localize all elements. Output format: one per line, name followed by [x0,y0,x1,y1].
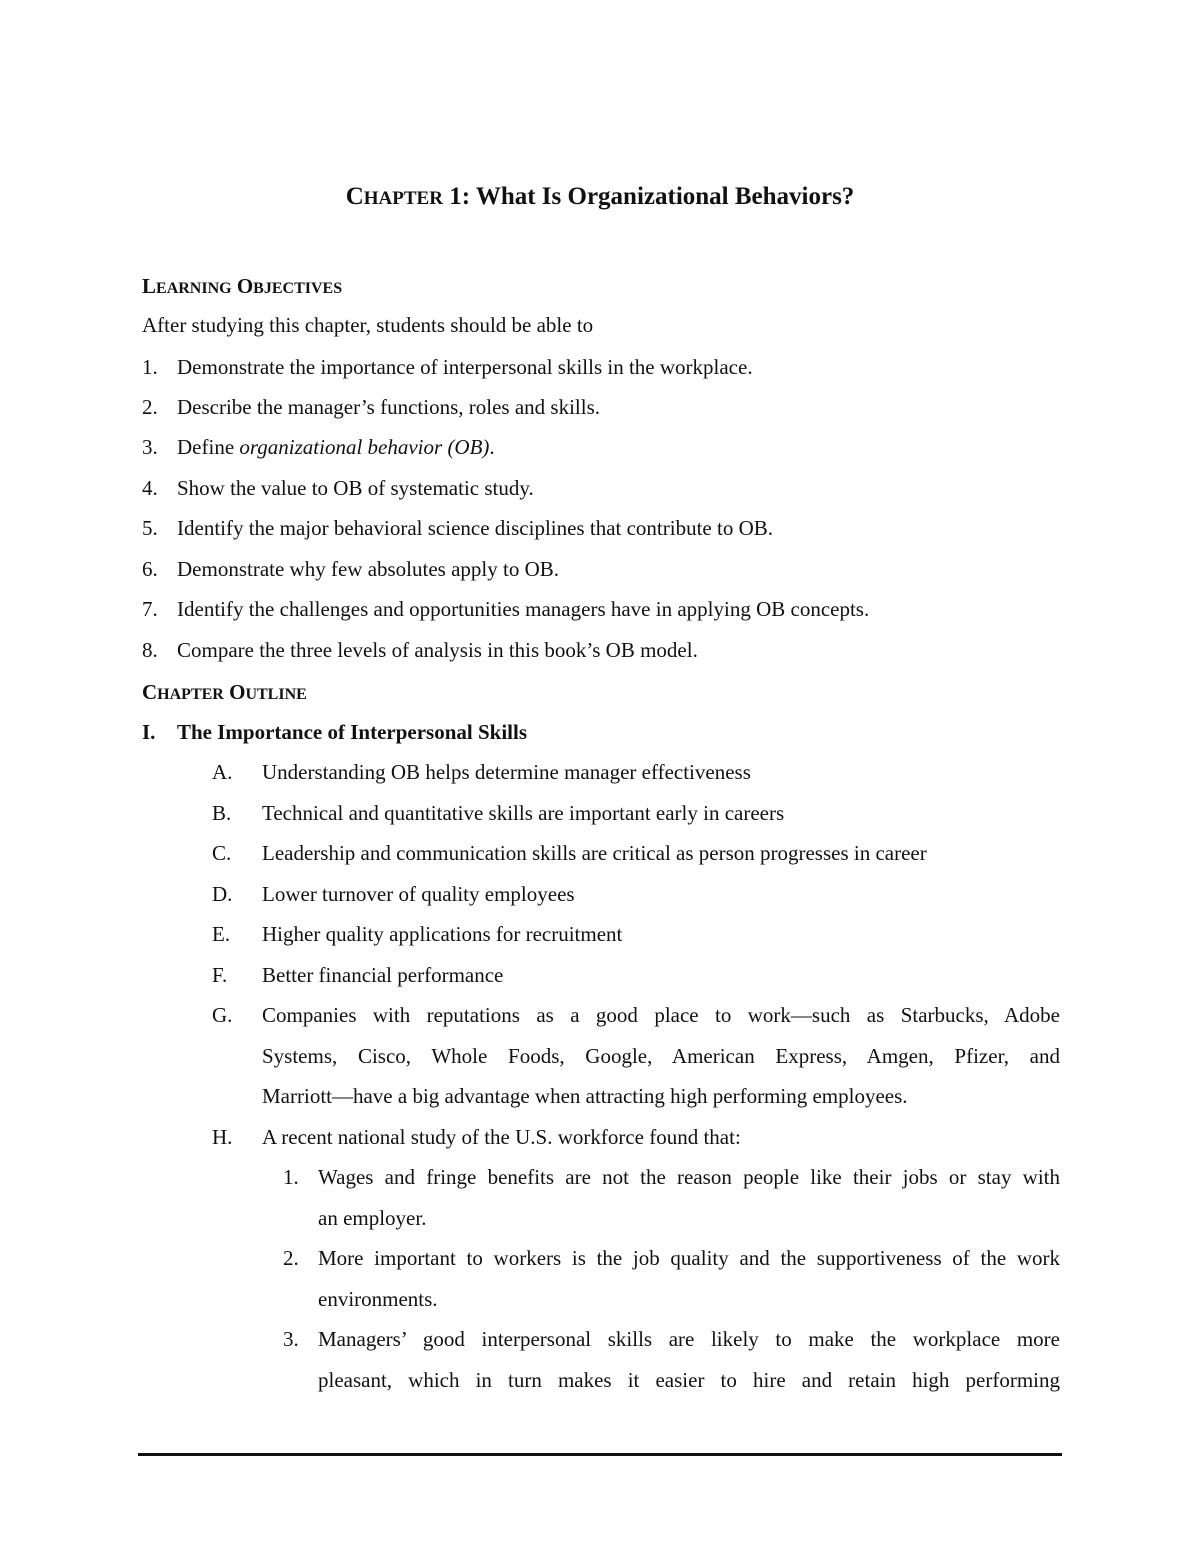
section-number: I. [142,720,156,744]
finding-text: Wages and fringe benefits are not the reason people like their jobs or stay with [318,1165,1060,1189]
objective-text: Define organizational behavior (OB). [177,435,495,459]
objective-text: Identify the challenges and opportunities managers have in applying OB concepts. [177,597,870,621]
section-title: The Importance of Interpersonal Skills [177,720,528,744]
objective-number: 6. [142,557,158,581]
objective-text: Demonstrate the importance of interpersonal skills in the workplace. [177,355,753,379]
outline-letter: C. [212,841,232,865]
outline-letter: G. [212,1003,233,1027]
objective-number: 2. [142,395,158,419]
outline-text: A recent national study of the U.S. workforce found that: [262,1125,741,1149]
footer-rule [138,1453,1062,1456]
objective-text: Compare the three levels of analysis in this book’s OB model. [177,638,698,662]
outline-letter: E. [212,922,231,946]
outline-text: Marriott—have a big advantage when attracting high performing employees. [262,1084,908,1108]
learning-objectives-heading: LEARNING OBJECTIVES [142,274,343,298]
objective-number: 5. [142,516,158,540]
objective-term: organizational behavior (OB) [239,435,490,459]
objective-number: 3. [142,435,158,459]
finding-number: 3. [283,1327,299,1351]
finding-text: More important to workers is the job quality and the supportiveness of the work [318,1246,1060,1270]
outline-text: Lower turnover of quality employees [262,882,575,906]
objective-text: Show the value to OB of systematic study. [177,476,534,500]
finding-text: pleasant, which in turn makes it easier to hire and retain high performing [318,1368,1060,1392]
outline-text: Leadership and communication skills are critical as person progresses in career [262,841,927,865]
finding-text: environments. [318,1287,438,1311]
outline-text: Higher quality applications for recruitment [262,922,623,946]
outline-text: Systems, Cisco, Whole Foods, Google, American Express, Amgen, Pfizer, and [262,1044,1060,1068]
objective-number: 7. [142,597,158,621]
objective-number: 4. [142,476,158,500]
objectives-intro: After studying this chapter, students should be able to [142,313,594,337]
finding-number: 1. [283,1165,299,1189]
outline-letter: A. [212,760,233,784]
outline-letter: D. [212,882,233,906]
chapter-outline-heading: CHAPTER OUTLINE [142,680,307,704]
outline-letter: F. [212,963,228,987]
outline-text: Technical and quantitative skills are important early in careers [262,801,785,825]
objective-text: Describe the manager’s functions, roles and skills. [177,395,601,419]
outline-letter: B. [212,801,232,825]
finding-text: Managers’ good interpersonal skills are likely to make the workplace more [318,1327,1060,1351]
finding-text: an employer. [318,1206,427,1230]
chapter-title: CHAPTER 1: What Is Organizational Behaviors? [345,183,855,210]
outline-letter: H. [212,1125,233,1149]
objective-text: Demonstrate why few absolutes apply to OB. [177,557,560,581]
objective-number: 8. [142,638,158,662]
objective-text: Identify the major behavioral science disciplines that contribute to OB. [177,516,773,540]
outline-text: Companies with reputations as a good place to work—such as Starbucks, Adobe [262,1003,1060,1027]
outline-text: Better financial performance [262,963,504,987]
objective-number: 1. [142,355,158,379]
outline-text: Understanding OB helps determine manager effectiveness [262,760,751,784]
finding-number: 2. [283,1246,299,1270]
